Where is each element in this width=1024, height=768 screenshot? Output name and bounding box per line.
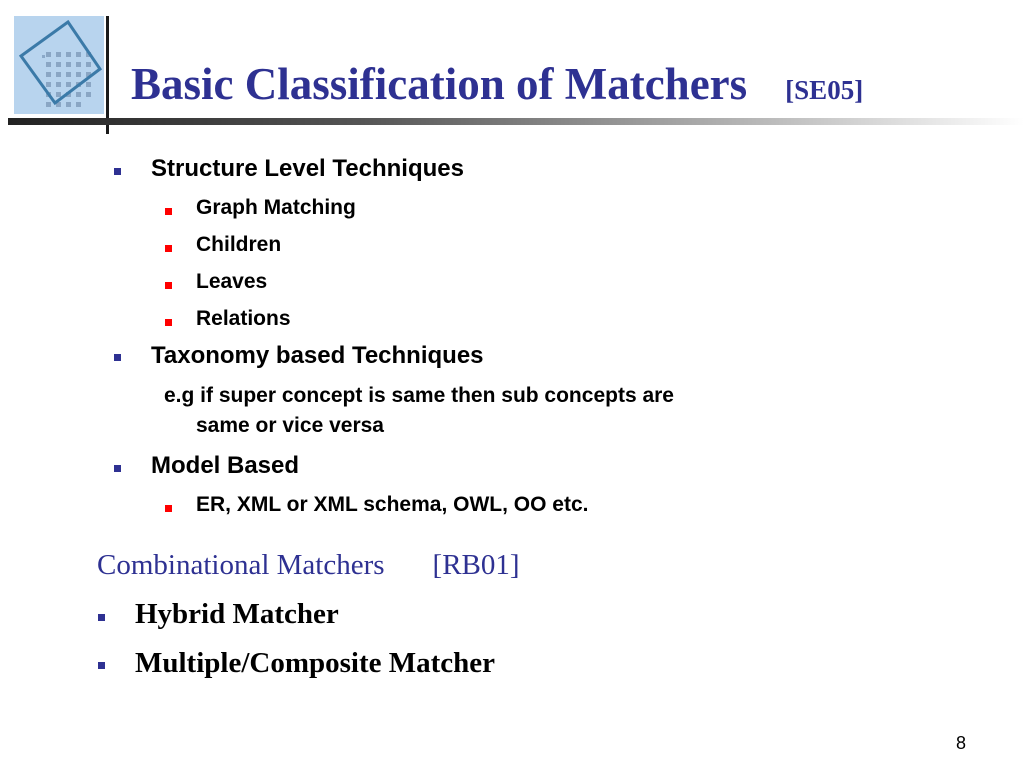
bullet-square-icon [114,168,121,175]
bullet-square-icon [114,465,121,472]
sub-bullet-leaves: Leaves [196,270,268,293]
bullet-square-icon [165,505,172,512]
sub-bullet-model-examples: ER, XML or XML schema, OWL, OO etc. [196,493,589,516]
sub-bullet-children: Children [196,233,282,256]
combinational-heading-text: Combinational Matchers [97,549,385,581]
bullet-structure-level: Structure Level Techniques [151,155,464,182]
bullet-square-icon [165,208,172,215]
combinational-citation: [RB01] [432,549,520,581]
bullet-square-icon [98,614,105,621]
bullet-square-icon [98,662,105,669]
bullet-square-icon [165,319,172,326]
bullet-taxonomy-based: Taxonomy based Techniques [151,342,484,369]
bullet-square-icon [165,245,172,252]
bullet-model-based: Model Based [151,452,300,479]
bullet-hybrid-matcher: Hybrid Matcher [135,598,339,630]
bullet-square-icon [114,354,121,361]
combinational-heading [97,548,520,582]
bullet-square-icon [165,282,172,289]
taxonomy-note-line-2: same or vice versa [196,414,384,437]
slide-title-text: Basic Classification of Matchers [131,59,748,109]
page-number: 8 [955,733,966,753]
taxonomy-note-line-1: e.g if super concept is same then sub concepts are [164,384,674,407]
sub-bullet-relations: Relations [196,307,291,330]
sub-bullet-graph-matching: Graph Matching [196,196,356,219]
bullet-multiple-composite-matcher: Multiple/Composite Matcher [135,647,496,679]
slide-title-citation: [SE05] [785,75,864,105]
